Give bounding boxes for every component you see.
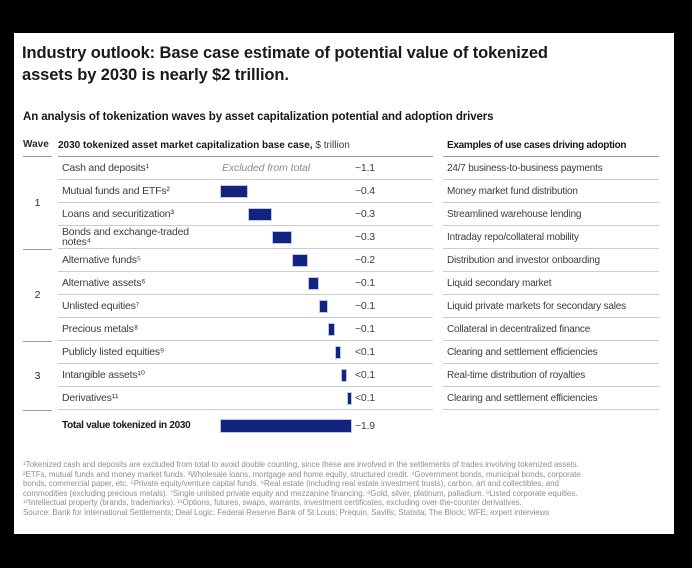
table-row bbox=[14, 180, 674, 203]
total-label: Total value tokenized in 2030 bbox=[62, 420, 191, 431]
table-row bbox=[14, 203, 674, 226]
table-row bbox=[14, 341, 674, 364]
cap-header-bold: 2030 tokenized asset market capitalization base case, bbox=[58, 140, 313, 151]
bar-cell bbox=[220, 387, 352, 409]
asset-label: Bonds and exchange-traded notes⁴ bbox=[62, 226, 189, 248]
wave-column-header: Wave bbox=[23, 139, 52, 157]
value-label: ~0.1 bbox=[355, 277, 375, 289]
footnote-line: commodities (excluding precious metals). ⁷Single unlisted private equity and mezzanine financing. ⁸Gold, silver, platinum, palladium. ⁹Listed corporate equities. bbox=[23, 488, 578, 498]
bar-cell bbox=[220, 203, 352, 225]
value-bar bbox=[341, 369, 347, 382]
bar-cell bbox=[220, 341, 352, 363]
value-label: ~1.1 bbox=[355, 162, 375, 174]
footnotes bbox=[23, 460, 668, 518]
value-label: ~0.1 bbox=[355, 323, 375, 335]
asset-label: Mutual funds and ETFs² bbox=[62, 185, 170, 197]
value-label: <0.1 bbox=[355, 346, 375, 358]
value-label: ~0.1 bbox=[355, 300, 375, 312]
bar-cell bbox=[220, 157, 352, 179]
asset-label: Publicly listed equities⁹ bbox=[62, 346, 165, 358]
bar-cell bbox=[220, 295, 352, 317]
asset-label: Precious metals⁸ bbox=[62, 323, 138, 335]
value-bar bbox=[335, 346, 341, 359]
asset-label: Intangible assets¹⁰ bbox=[62, 369, 145, 381]
excluded-note: Excluded from total bbox=[222, 162, 310, 174]
wave-3-label: 3 bbox=[34, 369, 41, 382]
use-case-cell: Streamlined warehouse lending bbox=[443, 203, 659, 226]
source-line: Source: Bank for International Settlements; Deal Logic; Federal Reserve Bank of St Louis; Prequin, Savills; Statista; The Block; WFE; expert interviews bbox=[23, 507, 550, 517]
value-bar bbox=[319, 300, 328, 313]
total-row bbox=[14, 410, 674, 442]
asset-label: Loans and securitization³ bbox=[62, 208, 174, 220]
use-case-cell: Distribution and investor onboarding bbox=[443, 249, 659, 272]
bar-cell bbox=[220, 249, 352, 271]
page-subtitle: An analysis of tokenization waves by asset capitalization potential and adoption drivers bbox=[23, 111, 494, 123]
bar-cell bbox=[220, 226, 352, 248]
wave-2-cell bbox=[23, 249, 52, 342]
bar-cell bbox=[220, 364, 352, 386]
footnote-line: ¹Tokenized cash and deposits are excluded from total to avoid double counting, since these are involved in the settlements of trades involving tokenized assets. bbox=[23, 460, 579, 469]
tokenization-table bbox=[14, 139, 674, 444]
wave-1-cell bbox=[23, 157, 52, 250]
footnote-line: bonds, commercial paper, etc. ⁵Private equity/venture capital funds. ⁶Real estate (including real estate investment trusts), carbon, art and collectibles, and bbox=[23, 479, 559, 489]
table-row bbox=[14, 318, 674, 341]
wave-3-cell bbox=[23, 341, 52, 411]
table-row bbox=[14, 272, 674, 295]
column-gap bbox=[433, 139, 443, 157]
total-bar-cell bbox=[220, 410, 352, 442]
asset-label: Alternative assets⁶ bbox=[62, 277, 146, 289]
asset-label: Derivatives¹¹ bbox=[62, 392, 119, 404]
total-bar bbox=[220, 419, 352, 433]
wave-1-label: 1 bbox=[34, 197, 41, 209]
use-case-cell: Intraday repo/collateral mobility bbox=[443, 226, 659, 249]
bar-cell bbox=[220, 180, 352, 202]
use-case-cell: Money market fund distribution bbox=[443, 180, 659, 203]
value-label: <0.1 bbox=[355, 392, 375, 404]
value-label: ~0.3 bbox=[355, 231, 375, 243]
table-row bbox=[14, 387, 674, 410]
value-bar bbox=[272, 231, 292, 244]
wave-2-label: 2 bbox=[34, 289, 41, 301]
table-row bbox=[14, 226, 674, 249]
use-case-cell: Real-time distribution of royalties bbox=[443, 364, 659, 387]
use-case-cell: Liquid private markets for secondary sales bbox=[443, 295, 659, 318]
use-case-cell-empty bbox=[443, 410, 659, 442]
total-value-label: ~1.9 bbox=[355, 420, 375, 432]
value-bar bbox=[248, 208, 272, 221]
bar-cell bbox=[220, 318, 352, 340]
value-bar bbox=[292, 254, 308, 267]
table-row bbox=[14, 157, 674, 180]
table-row bbox=[14, 249, 674, 272]
bar-cell bbox=[220, 272, 352, 294]
value-bar bbox=[220, 185, 248, 198]
use-case-cell: 24/7 business-to-business payments bbox=[443, 157, 659, 180]
footnote-line: ²ETFs, mutual funds and money market funds. ³Wholesale loans, mortgage and home equity, structured credit. ⁴Government bonds, municipal bonds, corporate bbox=[23, 469, 581, 479]
table-row bbox=[14, 364, 674, 387]
asset-label: Alternative funds⁵ bbox=[62, 254, 141, 266]
table-header-row bbox=[14, 139, 674, 157]
value-label: ~0.2 bbox=[355, 254, 375, 266]
value-bar bbox=[347, 392, 352, 405]
cap-header-unit: $ trillion bbox=[312, 140, 350, 151]
page-title: Industry outlook: Base case estimate of potential value of tokenized assets by 2030 is nearly $2 trillion. bbox=[22, 44, 548, 84]
value-bar bbox=[328, 323, 335, 336]
use-case-cell: Collateral in decentralized finance bbox=[443, 318, 659, 341]
table-row bbox=[14, 295, 674, 318]
value-label: ~0.4 bbox=[355, 185, 375, 197]
exhibit-card bbox=[14, 33, 674, 534]
value-label: <0.1 bbox=[355, 369, 375, 381]
use-case-cell: Clearing and settlement efficiencies bbox=[443, 387, 659, 410]
asset-label: Cash and deposits¹ bbox=[62, 162, 149, 174]
use-case-cell: Liquid secondary market bbox=[443, 272, 659, 295]
value-label: ~0.3 bbox=[355, 208, 375, 220]
usecase-column-header: Examples of use cases driving adoption bbox=[443, 139, 659, 157]
cap-column-header bbox=[58, 139, 433, 157]
asset-label: Unlisted equities⁷ bbox=[62, 300, 140, 312]
value-bar bbox=[308, 277, 319, 290]
use-case-cell: Clearing and settlement efficiencies bbox=[443, 341, 659, 364]
footnote-line: ¹⁰Intellectual property (brands, trademarks). ¹¹Options, futures, swaps, warrants, investment certificates, excluding over-the-counter derivatives. bbox=[23, 498, 522, 508]
